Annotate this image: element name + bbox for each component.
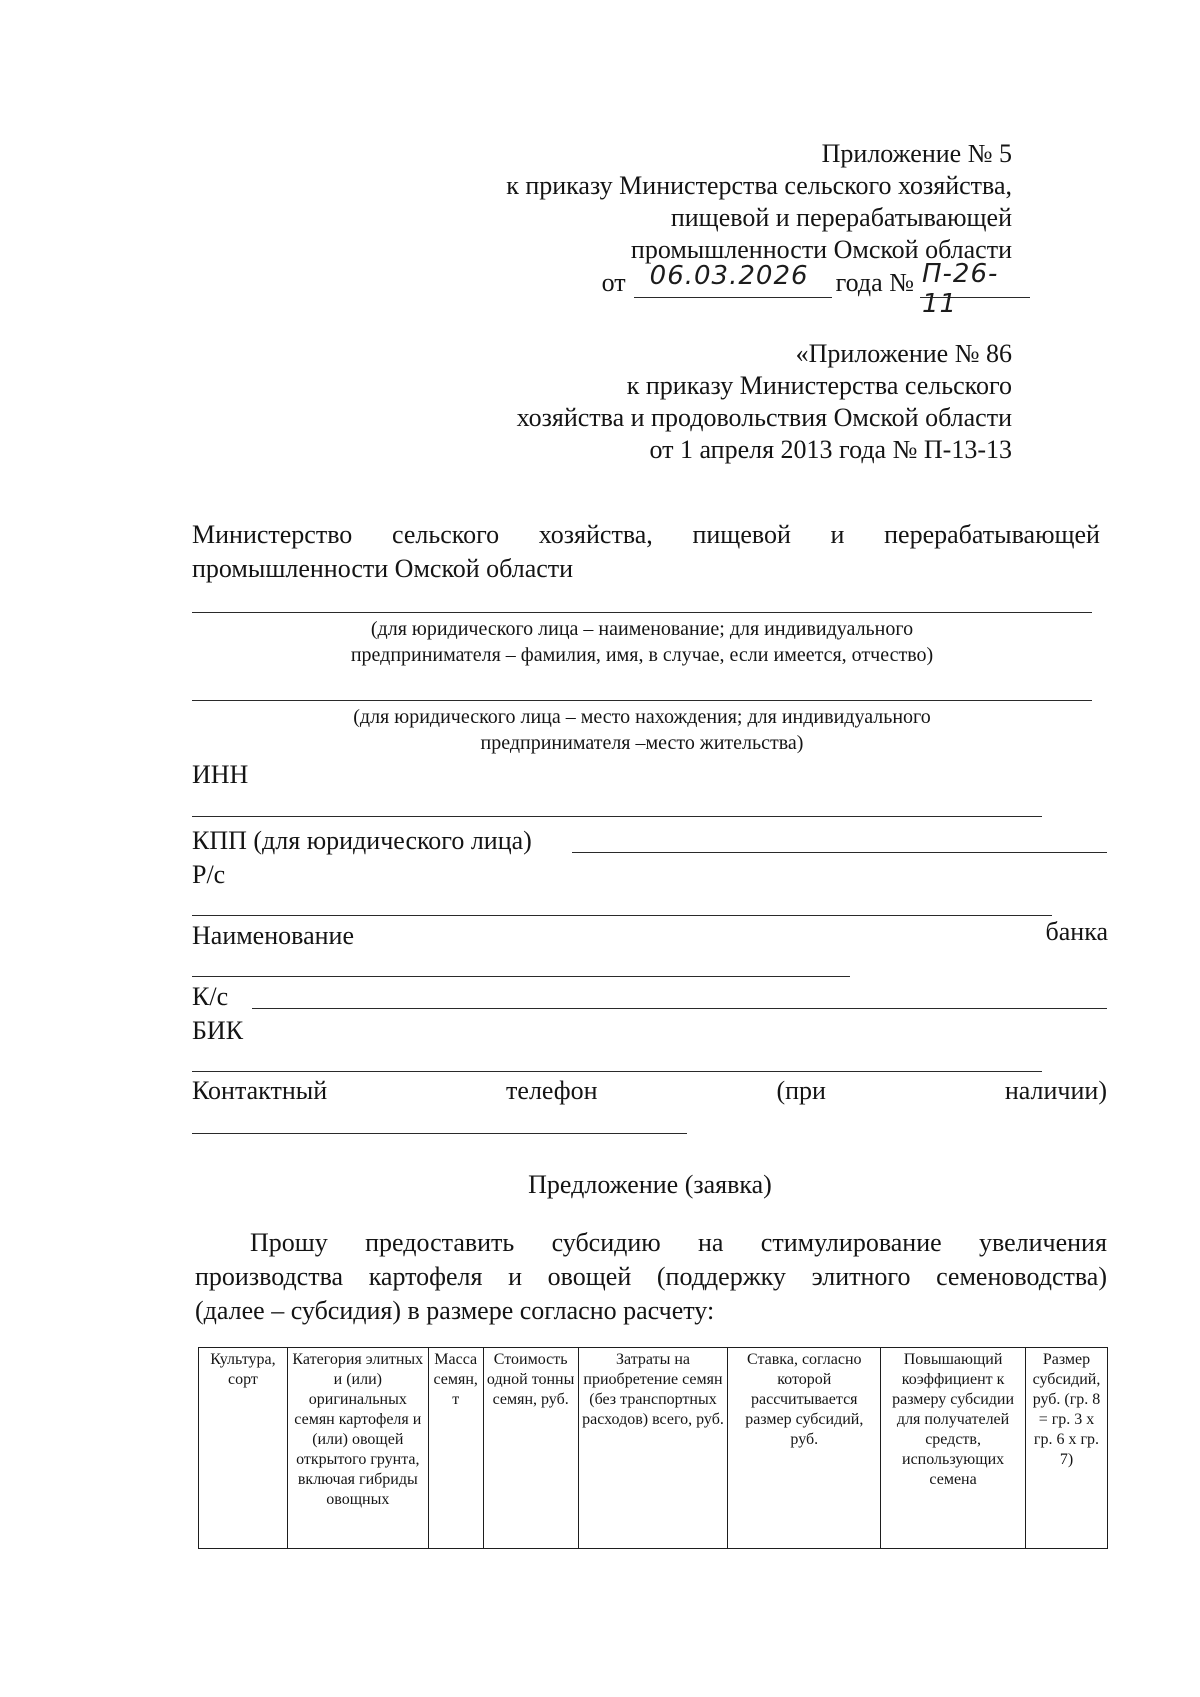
bank-name-field[interactable]: [192, 976, 850, 977]
appendix-order-line: промышленности Омской области: [630, 235, 1012, 264]
header-subsidy-size: Размер субсидий, руб. (гр. 8 = гр. 3 х гр. 6 х гр. 7): [1025, 1348, 1107, 1549]
date-field: [634, 261, 832, 298]
inn-field[interactable]: [192, 816, 1042, 817]
handwritten-date: 06.03.2026: [649, 261, 809, 291]
appendix-order-line: к приказу Министерства сельского хозяйства,: [506, 171, 1012, 200]
header-culture: Культура, сорт: [199, 1348, 288, 1549]
appendix-86-block: [517, 338, 1012, 466]
appendix-title: Приложение № 5: [821, 139, 1012, 168]
addressee-word: сельского: [391, 520, 500, 549]
phone-field[interactable]: [192, 1133, 687, 1134]
ks-label: К/с: [192, 982, 229, 1011]
applicant-name-line[interactable]: [192, 612, 1092, 613]
bank-name-label: Наименование: [192, 921, 354, 950]
phone-word: наличии): [1004, 1076, 1107, 1105]
appendix-order-line: пищевой и перерабатывающей: [670, 203, 1012, 232]
phone-word: Контактный: [192, 1076, 328, 1105]
addressee-word: и: [830, 520, 845, 549]
header-rate: Ставка, согласно которой рассчитывается размер субсидий, руб.: [728, 1348, 881, 1549]
kpp-label: КПП (для юридического лица): [192, 826, 532, 855]
inn-label: ИНН: [192, 760, 249, 789]
proposal-para-line-3: (далее – субсидия) в размере согласно расчету:: [195, 1296, 715, 1325]
phone-label-line: [192, 1076, 1107, 1106]
bank-label: банка: [1045, 917, 1108, 946]
appendix-86-order-line: к приказу Министерства сельского: [626, 371, 1012, 400]
handwritten-number: П-26-11: [922, 259, 999, 319]
year-label: года №: [835, 268, 914, 297]
kpp-field[interactable]: [572, 852, 1107, 853]
addressee-word: пищевой: [692, 520, 791, 549]
applicant-name-caption: (для юридического лица – наименование; для индивидуального предпринимателя – фамилия, имя, в случае, если имеется, отчество): [350, 618, 934, 666]
bik-field[interactable]: [192, 1071, 1042, 1072]
ks-field[interactable]: [252, 1008, 1107, 1009]
phone-word: телефон: [506, 1076, 598, 1105]
appendix-86-title: «Приложение № 86: [795, 339, 1012, 368]
rs-field[interactable]: [192, 915, 1052, 916]
subsidy-calculation-table: [198, 1347, 1108, 1549]
order-date-line: [601, 259, 1030, 319]
applicant-address-line[interactable]: [192, 700, 1092, 701]
addressee-word: хозяйства,: [538, 520, 653, 549]
appendix-86-order-line: хозяйства и продовольствия Омской области: [516, 403, 1012, 432]
header-category: Категория элитных и (или) оригинальных семян картофеля и (или) овощей открытого грунта, включая гибриды овощных: [287, 1348, 428, 1549]
proposal-para-line-2: производства картофеля и овощей (поддержку элитного семеноводства): [195, 1262, 1107, 1291]
appendix-86-order-line: от 1 апреля 2013 года № П-13-13: [649, 435, 1012, 464]
addressee-line-2: промышленности Омской области: [192, 554, 574, 583]
table-header-row: [199, 1348, 1108, 1549]
phone-word: (при: [776, 1076, 826, 1105]
number-field: [920, 259, 1030, 319]
rs-label: Р/с: [192, 860, 226, 889]
header-coefficient: Повышающий коэффициент к размеру субсидии для получателей средств, использующих семена: [881, 1348, 1026, 1549]
proposal-para-line-1: Прошу предоставить субсидию на стимулирование увеличения: [250, 1228, 1107, 1257]
proposal-title: Предложение (заявка): [528, 1170, 772, 1199]
applicant-address-caption: (для юридического лица – место нахождения; для индивидуального предпринимателя –место жительства): [353, 706, 931, 754]
header-costs: Затраты на приобретение семян (без транспортных расходов) всего, руб.: [578, 1348, 728, 1549]
header-mass: Масса семян, т: [428, 1348, 483, 1549]
addressee-word: Министерство: [192, 520, 353, 549]
header-price-per-ton: Стоимость одной тонны семян, руб.: [483, 1348, 578, 1549]
from-prefix: от: [601, 268, 626, 297]
appendix-5-block: [506, 138, 1012, 266]
addressee-word: перерабатывающей: [884, 520, 1100, 549]
bik-label: БИК: [192, 1016, 244, 1045]
addressee-line-1: [192, 520, 1100, 550]
